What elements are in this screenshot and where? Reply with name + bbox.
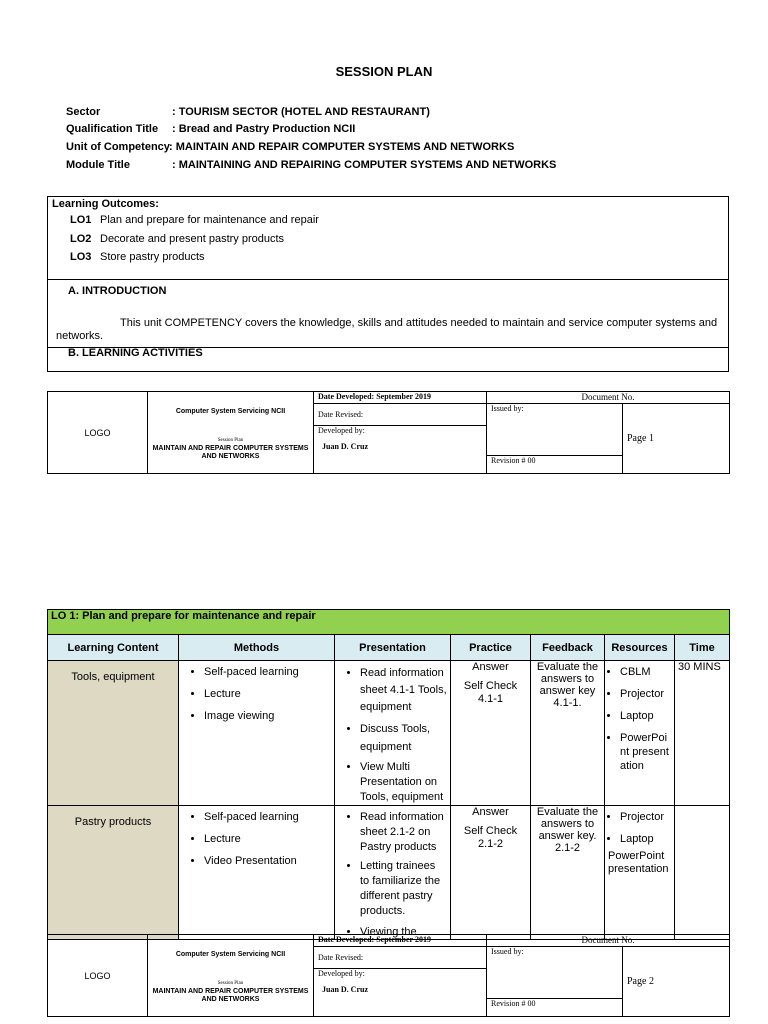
method-item: • Self-paced learning xyxy=(204,661,331,683)
date-developed: Date Developed: September 2019 xyxy=(314,392,487,404)
lo-text: Decorate and present pastry products xyxy=(100,233,285,245)
col-methods: Methods xyxy=(179,635,335,661)
time-cell: 30 MINS xyxy=(675,661,730,806)
meta-key: Unit of Competency xyxy=(66,141,170,153)
presentation-item: • Discuss Tools, equipment xyxy=(360,720,447,756)
lo-activity-table xyxy=(47,609,730,940)
col-resources: Resources xyxy=(605,635,675,661)
logo-placeholder: LOGO xyxy=(84,970,111,981)
resource-item: • Projector xyxy=(620,683,671,705)
table-row xyxy=(48,661,730,806)
col-learning-content: Learning Content xyxy=(48,635,179,661)
methods-cell xyxy=(179,661,335,806)
presentation-item: • View Multi Presentation on Tools, equipment xyxy=(360,760,447,805)
logo-cell xyxy=(48,935,148,1017)
feedback-cell: Evaluate the answers to answer key. 2.1-2 xyxy=(531,806,605,940)
meta-module xyxy=(66,159,556,171)
document-footer xyxy=(47,934,730,1017)
learning-outcomes-header: Learning Outcomes: xyxy=(52,198,159,210)
lo-item xyxy=(70,233,284,245)
resource-item: • Laptop xyxy=(620,705,671,727)
meta-value: : TOURISM SECTOR (HOTEL AND RESTAURANT) xyxy=(172,106,430,118)
method-item: • Self-paced learning xyxy=(204,806,331,828)
document-no: Document No. xyxy=(487,935,730,947)
meta-value: : MAINTAIN AND REPAIR COMPUTER SYSTEMS AND NETWORKS xyxy=(169,141,515,153)
learning-outcomes-box xyxy=(47,196,729,372)
org-name: Computer System Servicing NCII xyxy=(175,407,286,415)
presentation-item: • Viewing the xyxy=(360,925,447,939)
issued-by: Issued by: xyxy=(487,404,623,456)
feedback-cell: Evaluate the answers to answer key 4.1-1. xyxy=(531,661,605,806)
col-practice: Practice xyxy=(451,635,531,661)
developed-by-cell xyxy=(314,426,487,474)
module-name: MAINTAIN AND REPAIR COMPUTER SYSTEMS AND NETWORKS xyxy=(152,445,309,461)
col-feedback: Feedback xyxy=(531,635,605,661)
date-developed: Date Developed: September 2019 xyxy=(314,935,487,947)
practice-selfcheck: Self Check 4.1-1 xyxy=(463,680,518,705)
module-cell xyxy=(148,426,314,474)
org-name: Computer System Servicing NCII xyxy=(175,950,286,958)
date-revised: Date Revised: xyxy=(314,947,487,969)
presentation-cell xyxy=(335,806,451,940)
page-number: Page 2 xyxy=(623,947,730,1017)
learning-content-cell: Tools, equipment xyxy=(48,661,179,806)
resources-cell xyxy=(605,661,675,806)
module-name: MAINTAIN AND REPAIR COMPUTER SYSTEMS AND NETWORKS xyxy=(152,988,309,1004)
presentation-item: • Read information sheet 4.1-1 Tools, equipment xyxy=(360,665,447,716)
resource-item: • CBLM xyxy=(620,661,671,683)
introduction-text: This unit COMPETENCY covers the knowledge, skills and attitudes needed to maintain and service computer systems and networks. xyxy=(56,317,718,342)
learning-activities-heading: B. LEARNING ACTIVITIES xyxy=(68,347,203,359)
method-item: • Image viewing xyxy=(204,705,331,727)
module-cell xyxy=(148,969,314,1017)
author: Juan D. Cruz xyxy=(322,442,369,451)
practice-cell xyxy=(451,661,531,806)
time-cell xyxy=(675,806,730,940)
practice-cell xyxy=(451,806,531,940)
org-cell xyxy=(148,935,314,969)
meta-value: : Bread and Pastry Production NCII xyxy=(172,123,356,135)
revision: Revision # 00 xyxy=(487,456,623,474)
methods-cell xyxy=(179,806,335,940)
resource-item: • Laptop xyxy=(620,828,671,850)
presentation-item: • Letting trainees to familiarize the different pastry products. xyxy=(360,859,447,919)
method-item: • Video Presentation xyxy=(204,850,331,872)
resource-item: • Projector xyxy=(620,806,671,828)
developed-by-cell xyxy=(314,969,487,1017)
practice-label: Answer xyxy=(472,661,509,673)
col-presentation: Presentation xyxy=(335,635,451,661)
practice-label: Answer xyxy=(472,806,509,818)
practice-selfcheck: Self Check 2.1-2 xyxy=(463,825,518,850)
method-item: • Lecture xyxy=(204,683,331,705)
page-number: Page 1 xyxy=(623,404,730,474)
divider xyxy=(48,279,728,280)
resource-extra: PowerPoint presentation xyxy=(608,850,669,875)
lo-code: LO3 xyxy=(70,251,92,263)
resources-cell xyxy=(605,806,675,940)
logo-cell xyxy=(48,392,148,474)
document-no: Document No. xyxy=(487,392,730,404)
lo-code: LO1 xyxy=(70,214,92,226)
issued-by: Issued by: xyxy=(487,947,623,999)
logo-placeholder: LOGO xyxy=(84,427,111,438)
presentation-cell xyxy=(335,661,451,806)
date-revised: Date Revised: xyxy=(314,404,487,426)
meta-key: Qualification Title xyxy=(66,123,159,135)
lo-text: Plan and prepare for maintenance and repair xyxy=(100,214,319,226)
meta-unit xyxy=(66,141,514,153)
resource-item: • PowerPoint presentation xyxy=(620,731,671,773)
lo-code: LO2 xyxy=(70,233,92,245)
revision: Revision # 00 xyxy=(487,999,623,1017)
developed-by: Developed by: xyxy=(318,969,365,978)
lo-item xyxy=(70,251,205,263)
meta-key: Module Title xyxy=(66,159,130,171)
meta-key: Sector xyxy=(66,106,101,118)
lo-table-title: LO 1: Plan and prepare for maintenance and repair xyxy=(48,610,730,635)
learning-content-cell: Pastry products xyxy=(48,806,179,940)
introduction-heading: A. INTRODUCTION xyxy=(68,285,167,297)
developed-by: Developed by: xyxy=(318,426,365,435)
session-plan-label: Session Plan xyxy=(217,981,244,987)
presentation-item: • Read information sheet 2.1-2 on Pastry products xyxy=(360,810,447,855)
method-item: • Lecture xyxy=(204,828,331,850)
lo-item xyxy=(70,214,319,226)
session-plan-label: Session Plan xyxy=(217,438,244,444)
meta-sector xyxy=(66,106,430,118)
lo-text: Store pastry products xyxy=(100,251,205,263)
meta-value: : MAINTAINING AND REPAIRING COMPUTER SYSTEMS AND NETWORKS xyxy=(172,159,557,171)
author: Juan D. Cruz xyxy=(322,985,369,994)
document-footer xyxy=(47,391,730,474)
org-cell xyxy=(148,392,314,426)
meta-qualification xyxy=(66,123,355,135)
table-row xyxy=(48,806,730,940)
col-time: Time xyxy=(675,635,730,661)
page-title: SESSION PLAN xyxy=(335,64,433,79)
